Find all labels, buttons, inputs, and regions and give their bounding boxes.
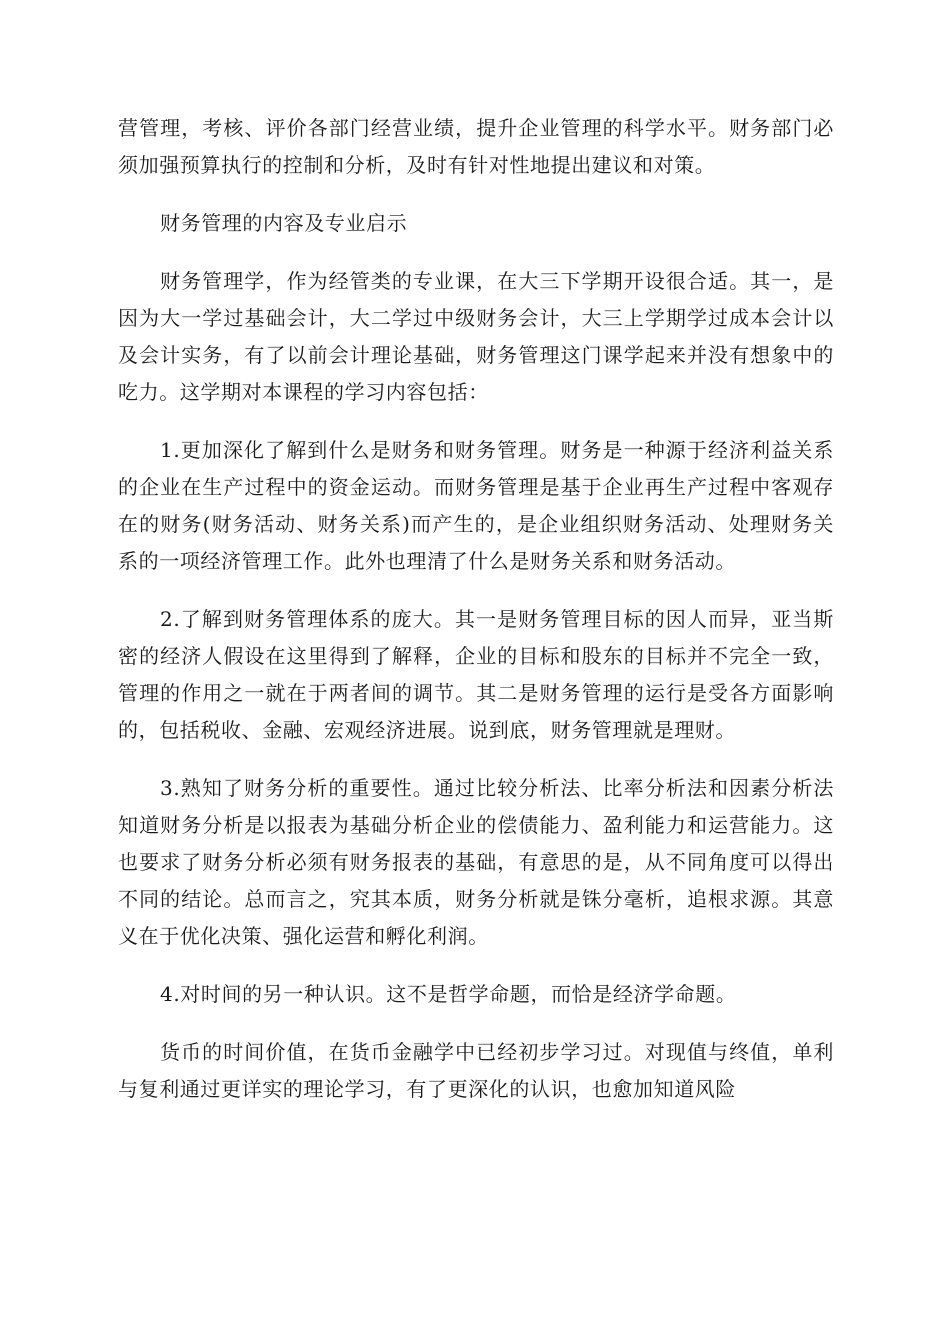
section-heading: 财务管理的内容及专业启示 xyxy=(160,211,408,235)
paragraph-item-3: 3.熟知了财务分析的重要性。通过比较分析法、比率分析法和因素分析法知道财务分析是以报表为基础分析企业的偿债能力、盈利能力和运营能力。这也要求了财务分析必须有财务报表的基础，有意思的是，从不同角度可以得出不同的结论。总而言之，究其本质，财务分析就是铢分毫析，追根求源。其意义在于优化决策、强化运营和孵化利润。 xyxy=(118,776,834,948)
paragraph-continuation: 营管理，考核、评价各部门经营业绩，提升企业管理的科学水平。财务部门必须加强预算执行的控制和分析，及时有针对性地提出建议和对策。 xyxy=(118,116,834,177)
paragraph-intro: 财务管理学，作为经管类的专业课，在大三下学期开设很合适。其一，是因为大一学过基础会计，大二学过中级财务会计，大三上学期学过成本会计以及会计实务，有了以前会计理论基础，财务管理这门课学起来并没有想象中的吃力。这学期对本课程的学习内容包括： xyxy=(118,269,834,404)
paragraph-item-2: 2.了解到财务管理体系的庞大。其一是财务管理目标的因人而异，亚当斯密的经济人假设在这里得到了解释，企业的目标和股东的目标并不完全一致，管理的作用之一就在于两者间的调节。其二是财务管理的运行是受各方面影响的，包括税收、金融、宏观经济进展。说到底，财务管理就是理财。 xyxy=(118,607,834,742)
paragraph-item-1: 1.更加深化了解到什么是财务和财务管理。财务是一种源于经济利益关系的企业在生产过程中的资金运动。而财务管理是基于企业再生产过程中客观存在的财务(财务活动、财务关系)而产生的，是企业组织财务活动、处理财务关系的一项经济管理工作。此外也理清了什么是财务关系和财务活动。 xyxy=(118,438,834,573)
paragraph-time-value: 货币的时间价值，在货币金融学中已经初步学习过。对现值与终值，单利与复利通过更详实的理论学习，有了更深化的认识，也愈加知道风险 xyxy=(118,1040,834,1101)
document-body xyxy=(118,110,834,1129)
paragraph-item-4: 4.对时间的另一种认识。这不是哲学命题，而恰是经济学命题。 xyxy=(160,982,737,1006)
